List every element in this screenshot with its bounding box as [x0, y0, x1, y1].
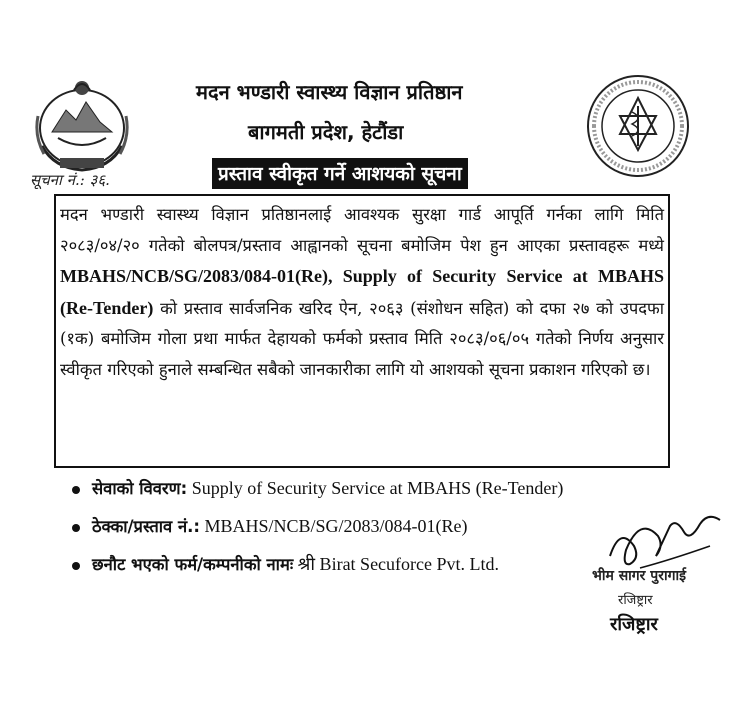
paragraph-text-1: मदन भण्डारी स्वास्थ्य विज्ञान प्रतिष्ठानलाई आवश्यक सुरक्षा गार्ड आपूर्ति गर्नका लागि मिति २०८३/०४/२० गतेको बोलपत्र/प्रस्ताव आह्वानको सूचना बमोजिम पेश हुन आएका प्रस्तावहरू मध्ये	[60, 205, 664, 255]
detail-contract-number	[72, 514, 468, 537]
detail-value: श्री Birat Secuforce Pvt. Ltd.	[293, 554, 500, 574]
paragraph-text-2: को प्रस्ताव सार्वजनिक खरिद ऐन, २०६३ (संशोधन सहित) को दफा २७ को उपदफा (१क) बमोजिम गोला प्रथा मार्फत देहायको फर्मको प्रस्ताव मिति २०८३/०६/०५ गतेको निर्णय अनुसार स्वीकृत गरिएको हुनाले सम्बन्धित सबैको जानकारीका लागि यो आशयको सूचना प्रकाशन गरिएको छ।	[60, 298, 664, 379]
detail-label: ठेक्का/प्रस्ताव नं.:	[92, 517, 200, 536]
detail-label: छनौट भएको फर्म/कम्पनीको नामः	[92, 555, 294, 574]
signatory-stamp-title: रजिष्ट्रार	[618, 593, 653, 608]
notice-number: सूचना नं.: ३६.	[30, 171, 110, 189]
bullet-icon	[72, 562, 80, 570]
nepal-government-emblem-icon	[30, 76, 134, 176]
notice-title: प्रस्ताव स्वीकृत गर्ने आशयको सूचना	[212, 158, 468, 189]
detail-service	[72, 476, 563, 499]
signatory-title: रजिष्ट्रार	[610, 614, 658, 635]
detail-label: सेवाको विवरण:	[92, 479, 188, 498]
detail-value: MBAHS/NCB/SG/2083/084-01(Re)	[199, 516, 468, 536]
detail-value: Supply of Security Service at MBAHS (Re-Tender)	[187, 478, 564, 498]
notice-body-paragraph	[60, 200, 664, 385]
organization-name: मदन भण्डारी स्वास्थ्य विज्ञान प्रतिष्ठान	[196, 80, 463, 104]
tender-reference-bold: MBAHS/NCB/SG/2083/084-01(Re), Supply of Security Service at MBAHS (Re-Tender)	[60, 266, 664, 318]
detail-selected-firm	[72, 552, 499, 576]
signatory-name: भीम सागर पुरागाई	[592, 568, 686, 584]
bullet-icon	[72, 486, 80, 494]
mbahs-seal-icon	[584, 72, 692, 180]
organization-address: बागमती प्रदेश, हेटौंडा	[248, 120, 404, 144]
bullet-icon	[72, 524, 80, 532]
